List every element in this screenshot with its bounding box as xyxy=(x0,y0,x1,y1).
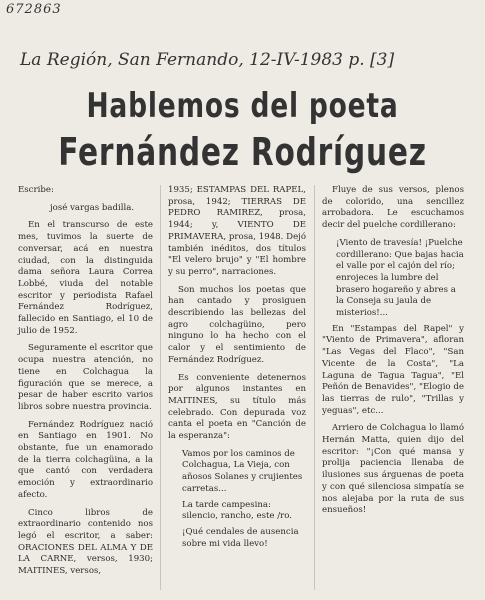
paragraph: Es conveniente detenernos por algunos instantes en MAITINES, su título más celebrado. Con depurada voz canta el poeta en "Canción de la esperanza": xyxy=(168,372,306,442)
byline-author: josé vargas badilla. xyxy=(50,202,135,213)
byline-label: Escribe: xyxy=(18,185,54,195)
article-column-1 xyxy=(18,185,153,584)
paragraph: Cinco libros de extraordinario contenido nos legó el escritor, a saber: ORACIONES DEL ALMA Y DE LA CARNE, versos, 1930; MAITINES, versos, xyxy=(18,507,153,577)
article-column-3 xyxy=(322,185,464,523)
verse: ¡Qué cendales de ausencia sobre mi vida llevo! xyxy=(182,526,299,549)
source-note: La Región, San Fernando, 12-IV-1983 p. [3] xyxy=(20,50,395,70)
verse: La tarde campesina: silencio, rancho, este /ro. xyxy=(182,499,293,522)
paragraph: 1935; ESTAMPAS DEL RAPEL, prosa, 1942; TIERRAS DE PEDRO RAMIREZ, prosa, 1944; y, VIENTO DE PRIMAVERA, prosa, 1948. Dejó también inéditos, dos títulos "El velero brujo" y "El hombre y su perro", narraciones. xyxy=(168,185,306,277)
paragraph: En el transcurso de este mes, tuvimos la suerte de conversar, acá en nuestra ciudad, con la distinguida dama señora Laura Correa Lobbé, viuda del notable escritor y periodista Rafael Fernández Rodríguez, fallecido en Santiago, el 10 de julio de 1952. xyxy=(18,220,153,336)
article-column-2 xyxy=(168,185,306,554)
headline-line-2: Fernández Rodríguez xyxy=(58,130,427,174)
paragraph: Arriero de Colchagua lo llamó Hernán Matta, quien dijo del escritor: "¡Con qué mansa y prolija paciencia llenaba de ilusiones sus árguenas de poeta y con qué silenciosa simpatía se nos alejaba por la ruta de sus ensueños! xyxy=(322,423,464,516)
poem-excerpt xyxy=(336,238,464,320)
paragraph: Seguramente el escritor que ocupa nuestra atención, no tiene en Colchagua la figuración que se merece, a pesar de haber escrito varios libros sobre nuestra provincia. xyxy=(18,343,153,412)
paragraph: Fluye de sus versos, plenos de colorido, una sencillez arrobadora. Le escuchamos decir del puelche cordillerano: xyxy=(322,185,464,231)
column-divider xyxy=(314,185,315,590)
paragraph: Fernández Rodríguez nació en Santiago en 1901. No obstante, fue un enamorado de la tierra colchagüina, a la que cantó con verdadera emoción y extraordinario afecto. xyxy=(18,419,153,500)
verse: Vamos por los caminos de Colchagua, La Vieja, con añosos Solanes y crujientes carretas... xyxy=(182,448,303,494)
catalog-number: 672863 xyxy=(6,2,62,17)
paragraph: Son muchos los poetas que han cantado y prosiguen describiendo las bellezas del agro colchagüino, pero ninguno lo ha hecho con el calor y el sentimiento de Fernández Rodríguez. xyxy=(168,284,306,365)
poem-excerpt xyxy=(182,449,306,551)
column-divider xyxy=(160,185,161,590)
verse: ¡Viento de travesía! ¡Puelche cordillerano: Que bajas hacia el valle por el cajón del río; enrojeces la lumbre del brasero hogareño y abres a la Conseja su jaula de misterios!... xyxy=(336,237,464,319)
headline-line-1: Hablemos del poeta xyxy=(86,86,399,126)
paragraph: En "Estampas del Rapel" y "Viento de Primavera", afloran "Las Vegas del Flaco", "San Vicente de la Costa", "La Laguna de Tagua Tagua", "El Peñón de Benavides", "Elogio de las tierras de rulo", "Trillas y yeguas", etc... xyxy=(322,323,464,416)
